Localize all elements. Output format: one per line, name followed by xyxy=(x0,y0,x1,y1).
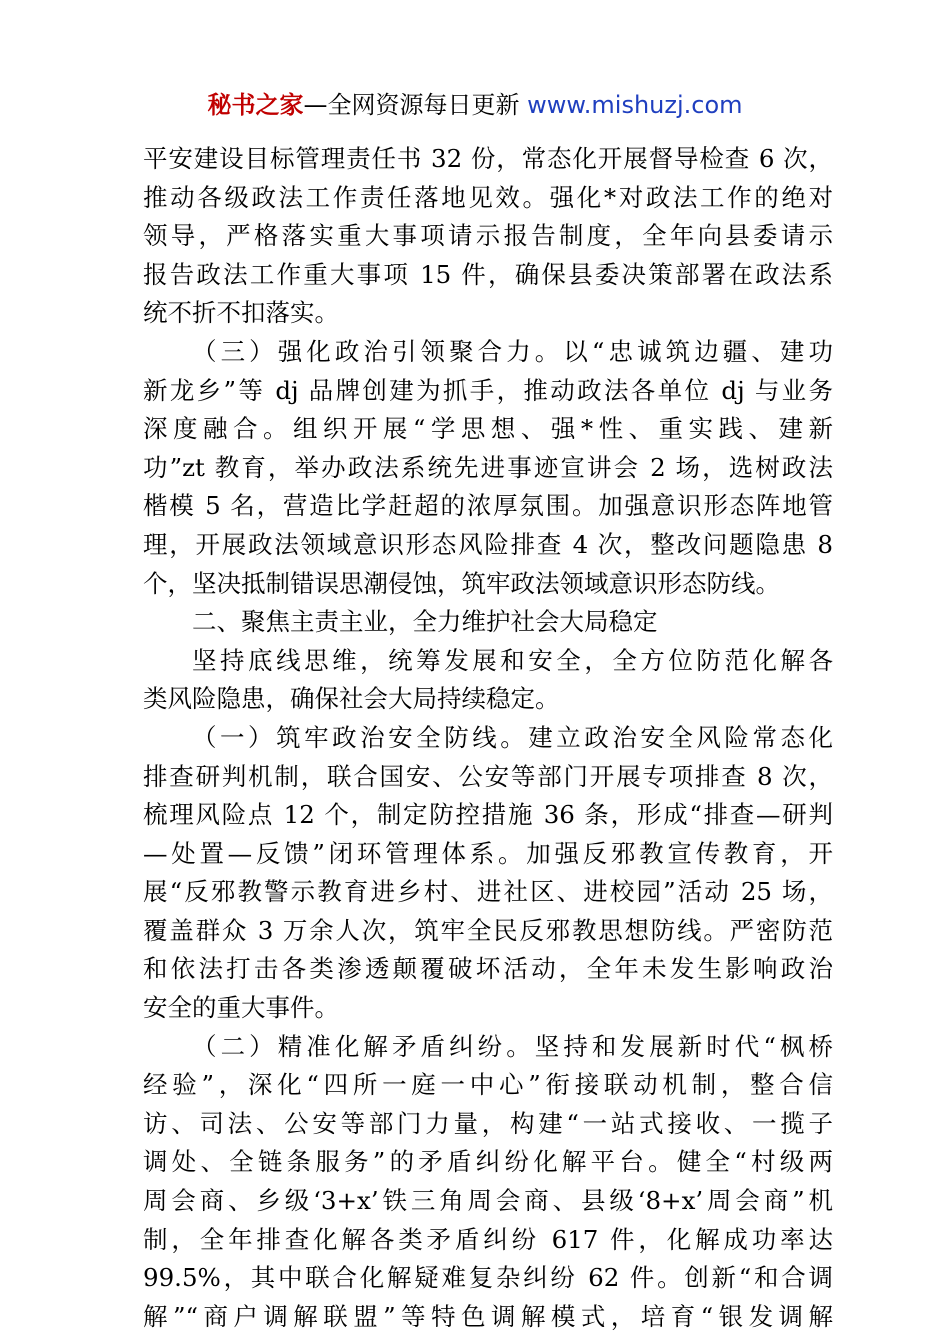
text-line: 统不折不扣落实。 xyxy=(143,298,339,328)
text-line: 经验”，深化“四所一庭一中心”衔接联动机制，整合信 xyxy=(143,1070,833,1100)
text-line: 周会商、乡级‘3+x’铁三角周会商、县级‘8+x’周会商”机 xyxy=(143,1186,833,1216)
site-url-link[interactable]: www.mishuzj.com xyxy=(527,91,743,119)
text-line: 领导，严格落实重大事项请示报告制度，全年向县委请示 xyxy=(143,221,833,251)
text-line: 排查研判机制，联合国安、公安等部门开展专项排查 8 次， xyxy=(143,761,833,791)
document-body xyxy=(143,140,833,1336)
text-line: 和依法打击各类渗透颠覆破坏活动，全年未发生影响政治 xyxy=(143,954,833,984)
section-heading-3: （三）强化政治引领聚合力。以“忠诚筑边疆、建功 xyxy=(192,336,833,366)
text-line: 访、司法、公安等部门力量，构建“一站式接收、一揽子 xyxy=(143,1108,833,1138)
text-line: 制，全年排查化解各类矛盾纠纷 617 件，化解成功率达 xyxy=(143,1224,833,1254)
site-header xyxy=(0,90,950,120)
site-brand: 秘书之家 xyxy=(207,91,304,119)
text-line: 楷模 5 名，营造比学赶超的浓厚氛围。加强意识形态阵地管 xyxy=(143,491,833,521)
text-line: 展“反邪教警示教育进乡村、进社区、进校园”活动 25 场， xyxy=(143,877,833,907)
text-line: 个，坚决抵制错误思潮侵蚀，筑牢政法领域意识形态防线。 xyxy=(143,568,780,598)
chapter-heading-2: 二、聚焦主责主业，全力维护社会大局稳定 xyxy=(192,607,658,637)
text-line: 平安建设目标管理责任书 32 份，常态化开展督导检查 6 次， xyxy=(143,144,833,173)
text-line: 推动各级政法工作责任落地见效。强化*对政法工作的绝对 xyxy=(143,182,833,212)
text-line: —处置—反馈”闭环管理体系。加强反邪教宣传教育，开 xyxy=(143,838,833,868)
text-line: 梳理风险点 12 个，制定防控措施 36 条，形成“排查—研判 xyxy=(143,800,833,830)
text-line: 调处、全链条服务”的矛盾纠纷化解平台。健全“村级两 xyxy=(143,1147,833,1177)
text-line: 新龙乡”等 dj 品牌创建为抓手，推动政法各单位 dj 与业务 xyxy=(143,375,833,405)
text-line: 坚持底线思维，统筹发展和安全，全方位防范化解各 xyxy=(192,645,833,675)
site-tagline: —全网资源每日更新 xyxy=(303,91,528,119)
text-line: 报告政法工作重大事项 15 件，确保县委决策部署在政法系 xyxy=(143,259,833,289)
text-line: 覆盖群众 3 万余人次，筑牢全民反邪教思想防线。严密防范 xyxy=(143,915,833,945)
text-line: 深度融合。组织开展“学思想、强*性、重实践、建新 xyxy=(143,414,833,444)
text-line: 99.5%，其中联合化解疑难复杂纠纷 62 件。创新“和合调 xyxy=(143,1263,833,1293)
text-line: 安全的重大事件。 xyxy=(143,993,339,1023)
section-heading-1: （一）筑牢政治安全防线。建立政治安全风险常态化 xyxy=(192,722,833,752)
text-line: 类风险隐患，确保社会大局持续稳定。 xyxy=(143,684,560,714)
text-line: 解”“商户调解联盟”等特色调解模式，培育“银发调解 xyxy=(143,1301,833,1331)
text-line: 理，开展政法领域意识形态风险排查 4 次，整改问题隐患 8 xyxy=(143,529,833,559)
section-heading-2: （二）精准化解矛盾纠纷。坚持和发展新时代“枫桥 xyxy=(192,1031,833,1061)
text-line: 功”zt 教育，举办政法系统先进事迹宣讲会 2 场，选树政法 xyxy=(143,452,833,482)
